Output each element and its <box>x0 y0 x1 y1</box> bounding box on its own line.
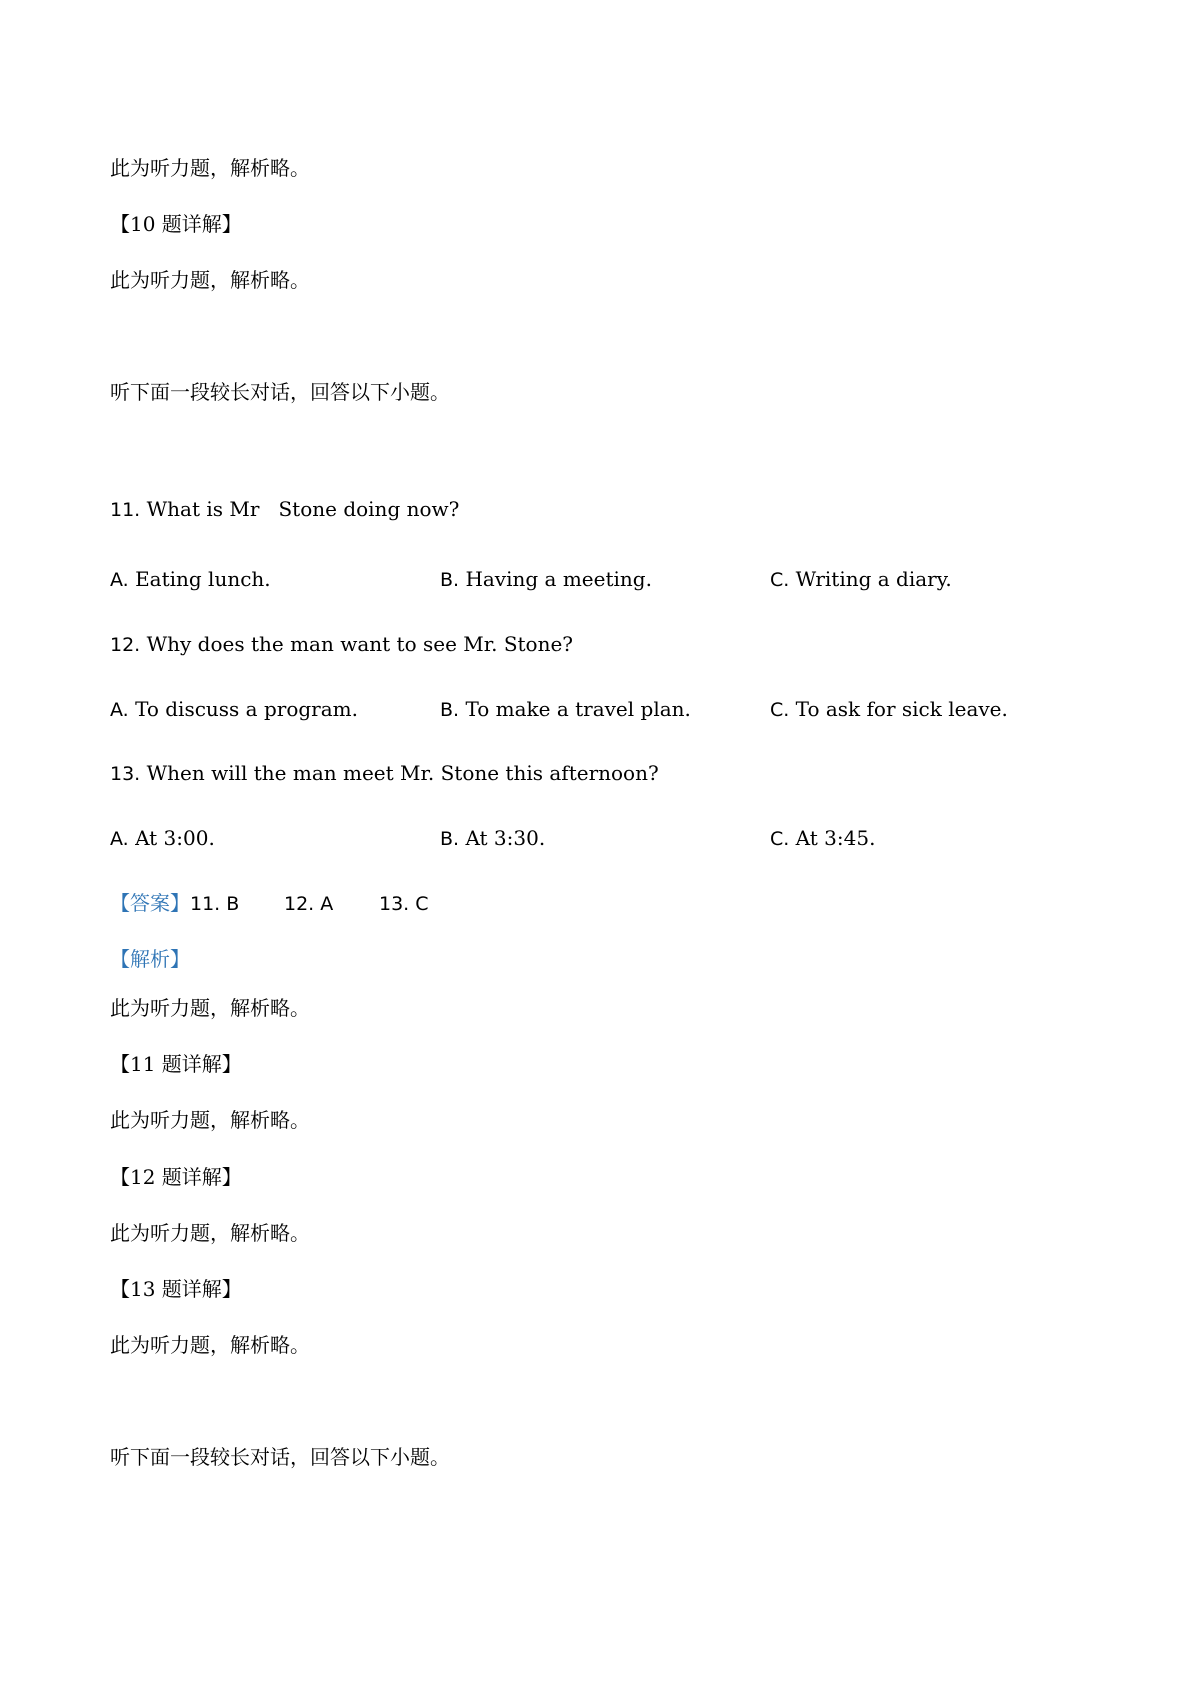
question-13 <box>110 759 659 788</box>
option-c <box>770 695 1008 724</box>
option-letter: B. <box>440 828 460 850</box>
question-number: 12. <box>110 634 141 656</box>
answer-label: 【答案】 <box>110 891 190 915</box>
option-text: Writing a diary. <box>795 567 952 591</box>
question-12 <box>110 630 573 659</box>
option-letter: A. <box>110 569 129 591</box>
analysis-text: 此为听力题，解析略。 <box>110 996 310 1020</box>
q12-detail-text: 此为听力题，解析略。 <box>110 1221 310 1245</box>
option-letter: B. <box>440 569 460 591</box>
option-letter: B. <box>440 699 460 721</box>
option-c <box>770 824 875 853</box>
analysis-text: 此为听力题，解析略。 <box>110 156 310 180</box>
q10-detail-label: 【10 题详解】 <box>110 212 242 236</box>
question-text: When will the man meet Mr. Stone this afternoon? <box>146 761 659 785</box>
question-text: What is Mr Stone doing now? <box>146 497 460 521</box>
option-b <box>440 565 652 594</box>
option-text: At 3:30. <box>465 826 546 850</box>
analysis-label: 【解析】 <box>110 947 190 971</box>
option-b <box>440 695 691 724</box>
q10-detail-text: 此为听力题，解析略。 <box>110 268 310 292</box>
q11-detail-text: 此为听力题，解析略。 <box>110 1108 310 1132</box>
option-text: To ask for sick leave. <box>795 697 1008 721</box>
q13-detail-text: 此为听力题，解析略。 <box>110 1333 310 1357</box>
option-letter: C. <box>770 699 790 721</box>
option-letter: C. <box>770 828 790 850</box>
q12-detail-label: 【12 题详解】 <box>110 1165 242 1189</box>
section-intro: 听下面一段较长对话，回答以下小题。 <box>110 380 450 404</box>
option-text: At 3:45. <box>795 826 876 850</box>
question-11 <box>110 495 459 524</box>
question-number: 13. <box>110 763 141 785</box>
option-a <box>110 565 271 594</box>
option-b <box>440 824 545 853</box>
option-text: To make a travel plan. <box>465 697 691 721</box>
option-text: Eating lunch. <box>135 567 271 591</box>
answer-value: 11. B <box>190 893 240 915</box>
section-intro: 听下面一段较长对话，回答以下小题。 <box>110 1445 450 1469</box>
q11-detail-label: 【11 题详解】 <box>110 1052 242 1076</box>
question-text: Why does the man want to see Mr. Stone? <box>146 632 574 656</box>
question-number: 11. <box>110 499 141 521</box>
option-letter: C. <box>770 569 790 591</box>
option-text: Having a meeting. <box>465 567 652 591</box>
option-text: To discuss a program. <box>135 697 358 721</box>
option-c <box>770 565 952 594</box>
answer-line <box>110 889 429 918</box>
option-letter: A. <box>110 828 129 850</box>
option-text: At 3:00. <box>135 826 215 850</box>
q13-detail-label: 【13 题详解】 <box>110 1277 242 1301</box>
option-a <box>110 695 358 724</box>
answer-value: 13. C <box>379 893 429 915</box>
answer-value: 12. A <box>284 893 334 915</box>
option-a <box>110 824 215 853</box>
option-letter: A. <box>110 699 129 721</box>
